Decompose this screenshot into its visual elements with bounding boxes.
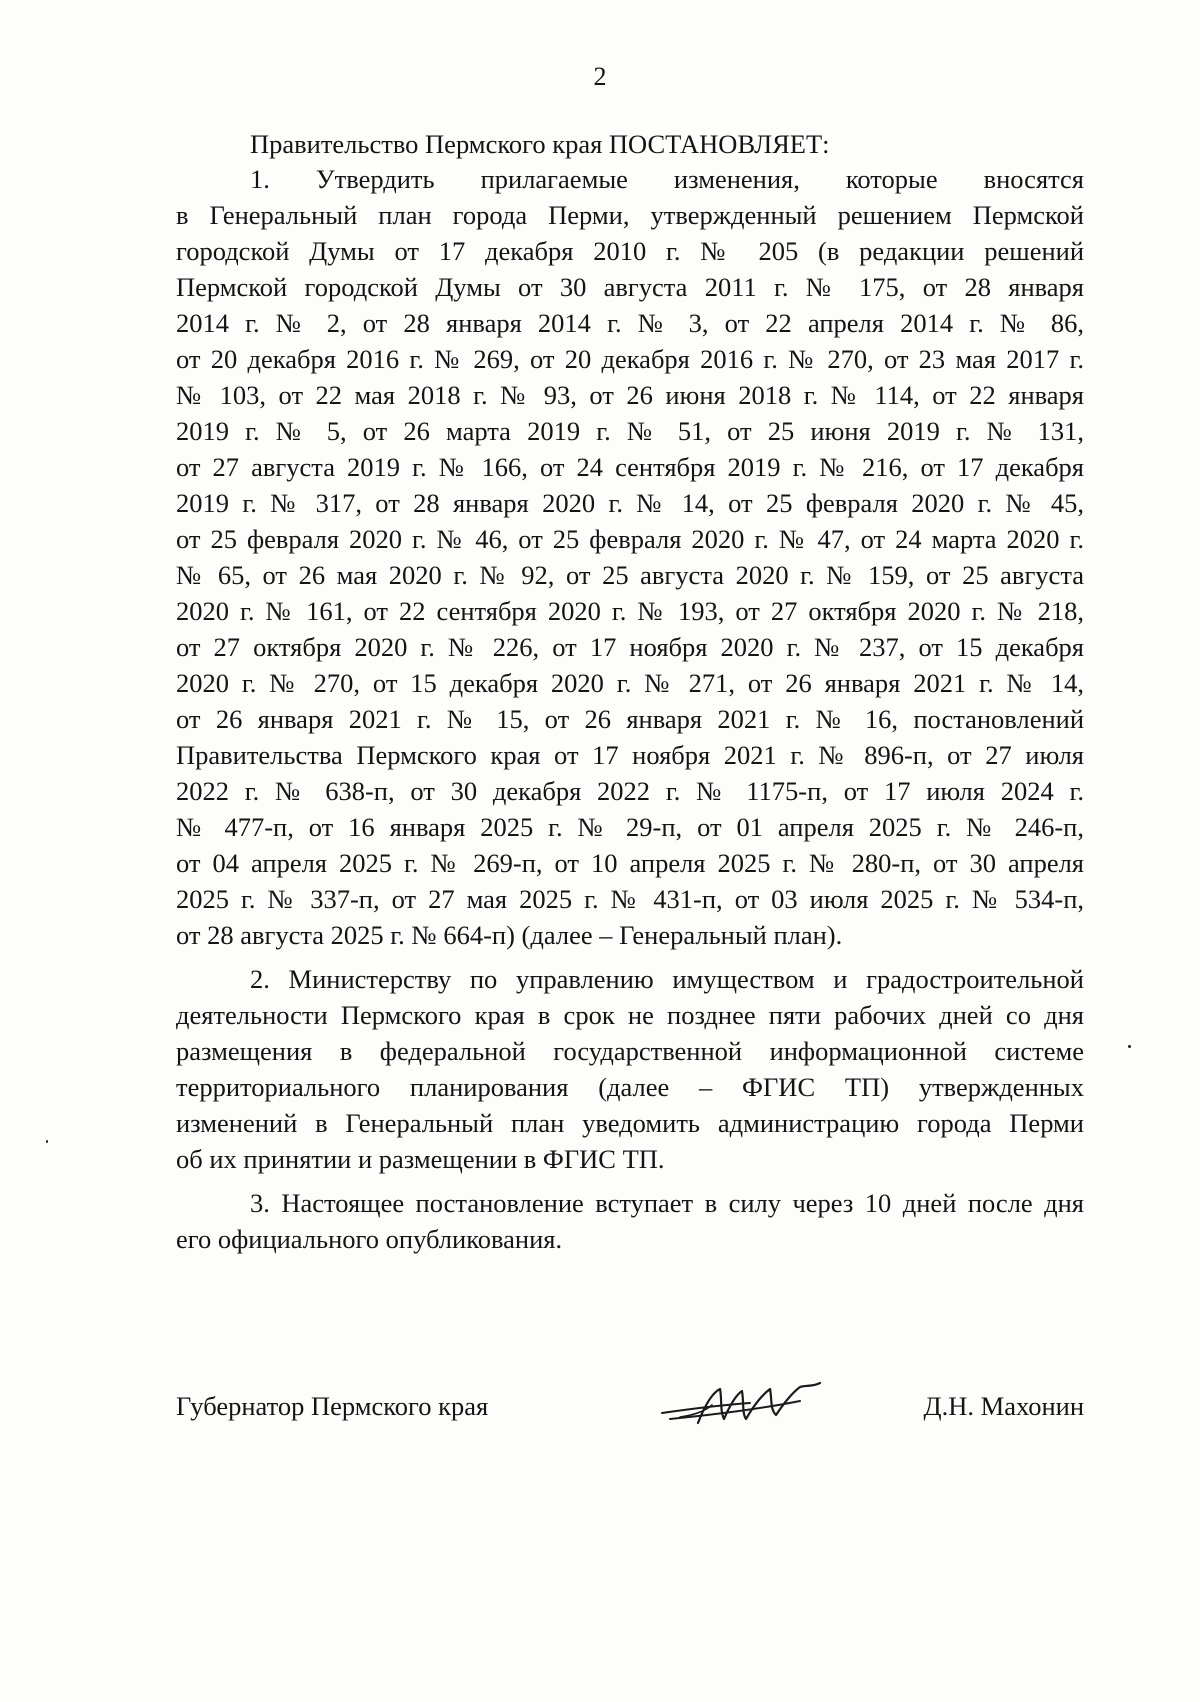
text-line: от 26 января 2021 г. № 15, от 26 января 2021 г. № 16, постановлений — [176, 704, 1084, 734]
text-line: от 20 декабря 2016 г. № 269, от 20 декабря 2016 г. № 270, от 23 мая 2017 г. — [176, 344, 1084, 374]
text-line: его официального опубликования. — [176, 1224, 563, 1254]
text-line: от 27 августа 2019 г. № 166, от 24 сентября 2019 г. № 216, от 17 декабря — [176, 452, 1084, 482]
text-line: Правительство Пермского края ПОСТАНОВЛЯЕТ: — [250, 129, 830, 159]
text-line: от 04 апреля 2025 г. № 269-п, от 10 апреля 2025 г. № 280-п, от 30 апреля — [176, 848, 1084, 878]
text-line: 2019 г. № 317, от 28 января 2020 г. № 14, от 25 февраля 2020 г. № 45, — [176, 488, 1084, 518]
text-line: 2022 г. № 638-п, от 30 декабря 2022 г. № 1175-п, от 17 июля 2024 г. — [176, 776, 1084, 806]
text-line: 2020 г. № 270, от 15 декабря 2020 г. № 271, от 26 января 2021 г. № 14, — [176, 668, 1084, 698]
text-line: размещения в федеральной государственной информационной системе — [176, 1036, 1084, 1066]
scan-speck — [1128, 1045, 1131, 1048]
text-line: 2020 г. № 161, от 22 сентября 2020 г. № 193, от 27 октября 2020 г. № 218, — [176, 596, 1084, 626]
page-number: 2 — [593, 62, 607, 91]
scan-speck — [46, 1140, 48, 1143]
text-line: 3. Настоящее постановление вступает в силу через 10 дней после дня — [250, 1188, 1084, 1218]
text-line: 2019 г. № 5, от 26 марта 2019 г. № 51, от 25 июня 2019 г. № 131, — [176, 416, 1084, 446]
text-line: в Генеральный план города Перми, утвержденный решением Пермской — [176, 200, 1084, 230]
text-line: Пермской городской Думы от 30 августа 2011 г. № 175, от 28 января — [176, 272, 1084, 302]
text-line: от 28 августа 2025 г. № 664-п) (далее – Генеральный план). — [176, 920, 843, 950]
text-line: территориального планирования (далее – ФГИС ТП) утвержденных — [176, 1072, 1084, 1102]
text-line: изменений в Генеральный план уведомить администрацию города Перми — [176, 1108, 1084, 1138]
text-line: 1. Утвердить прилагаемые изменения, которые вносятся — [250, 164, 1084, 194]
text-line: № 65, от 26 мая 2020 г. № 92, от 25 августа 2020 г. № 159, от 25 августа — [176, 560, 1084, 590]
text-line: 2025 г. № 337-п, от 27 мая 2025 г. № 431-п, от 03 июля 2025 г. № 534-п, — [176, 884, 1084, 914]
handwritten-signature — [650, 1375, 830, 1435]
text-line: от 25 февраля 2020 г. № 46, от 25 февраля 2020 г. № 47, от 24 марта 2020 г. — [176, 524, 1084, 554]
signatory-name: Д.Н. Махонин — [923, 1391, 1084, 1421]
text-line: городской Думы от 17 декабря 2010 г. № 205 (в редакции решений — [176, 236, 1084, 266]
text-line: № 103, от 22 мая 2018 г. № 93, от 26 июня 2018 г. № 114, от 22 января — [176, 380, 1084, 410]
text-line: № 477-п, от 16 января 2025 г. № 29-п, от 01 апреля 2025 г. № 246-п, — [176, 812, 1084, 842]
signatory-title: Губернатор Пермского края — [176, 1391, 489, 1421]
text-line: от 27 октября 2020 г. № 226, от 17 ноября 2020 г. № 237, от 15 декабря — [176, 632, 1084, 662]
text-line: 2. Министерству по управлению имуществом и градостроительной — [250, 964, 1084, 994]
text-line: об их принятии и размещении в ФГИС ТП. — [176, 1144, 665, 1174]
text-line: 2014 г. № 2, от 28 января 2014 г. № 3, от 22 апреля 2014 г. № 86, — [176, 308, 1084, 338]
text-line: Правительства Пермского края от 17 ноября 2021 г. № 896-п, от 27 июля — [176, 740, 1084, 770]
text-line: деятельности Пермского края в срок не позднее пяти рабочих дней со дня — [176, 1000, 1084, 1030]
